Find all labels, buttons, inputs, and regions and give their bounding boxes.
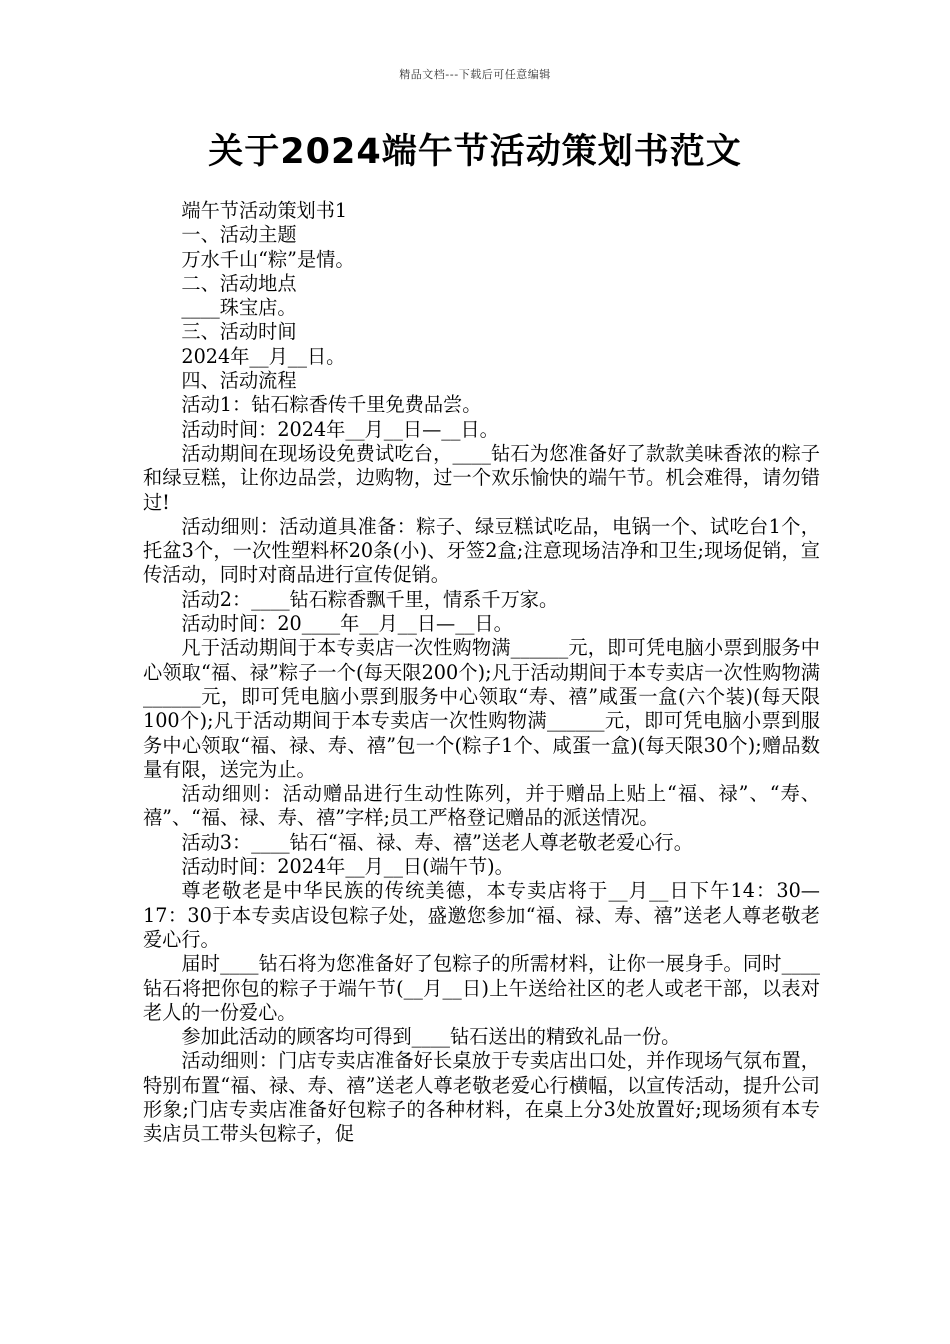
paragraph: 凡于活动期间于本专卖店一次性购物满______元，即可凭电脑小票到服务中心领取“福、禄”粽子一个(每天限200个);凡于活动期间于本专卖店一次性购物满______元，即可凭电脑小票到服务中心领取“寿、禧”咸蛋一盒(六个装)(每天限100个);凡于活动期间于本专卖店一次性购物满______元，即可凭电脑小票到服务中心领取“福、禄、寿、禧”包一个(粽子1个、咸蛋一盒)(每天限30个);赠品数量有限，送完为止。 [143,636,820,781]
page-header-note: 精品文档---下载后可任意编辑 [399,68,551,81]
paragraph: 一、活动主题 [181,223,297,247]
paragraph: 万水千山“粽”是情。 [181,247,355,271]
paragraph: 三、活动时间 [181,320,297,344]
document-title: 关于2024端午节活动策划书范文 [208,132,742,172]
paragraph: 活动3：____钻石“福、禄、寿、禧”送老人尊老敬老爱心行。 [181,830,693,854]
paragraph: 活动时间：20____年__月__日—__日。 [181,612,513,636]
paragraph: 二、活动地点 [181,271,297,295]
paragraph: 参加此活动的顾客均可得到____钻石送出的精致礼品一份。 [181,1025,681,1049]
paragraph: 端午节活动策划书1 [181,199,348,222]
paragraph: 四、活动流程 [181,369,297,393]
paragraph: 活动时间：2024年__月__日—__日。 [181,417,499,441]
paragraph: 活动1：钻石粽香传千里免费品尝。 [181,393,482,417]
paragraph: 尊老敬老是中华民族的传统美德，本专卖店将于__月__日下午14：30—17：30于本专卖店设包粽子处，盛邀您参加“福、禄、寿、禧”送老人尊老敬老爱心行。 [143,879,820,951]
paragraph: 活动期间在现场设免费试吃台，____钻石为您准备好了款款美味香浓的粽子和绿豆糕，让你边品尝，边购物，过一个欢乐愉快的端午节。机会难得，请勿错过! [143,441,820,514]
paragraph: 届时____钻石将为您准备好了包粽子的所需材料，让你一展身手。同时____钻石将把你包的粽子于端午节(__月__日)上午送给社区的老人或老干部，以表对老人的一份爱心。 [143,952,820,1024]
document-body [143,199,820,1147]
paragraph: 活动细则：门店专卖店准备好长桌放于专卖店出口处，并作现场气氛布置，特别布置“福、禄、寿、禧”送老人尊老敬老爱心行横幅，以宣传活动，提升公司形象;门店专卖店准备好包粽子的各种材料，在桌上分3处放置好;现场须有本专卖店员工带头包粽子，促 [143,1049,820,1146]
paragraph: 活动细则：活动赠品进行生动性陈列，并于赠品上贴上“福、禄”、“寿、禧”、“福、禄、寿、禧”字样;员工严格登记赠品的派送情况。 [143,782,820,830]
paragraph: 活动细则：活动道具准备：粽子、绿豆糕试吃品，电锅一个、试吃台1个，托盆3个，一次性塑料杯20条(小)、牙签2盒;注意现场洁净和卫生;现场促销，宣传活动，同时对商品进行宣传促销。 [143,514,820,587]
paragraph: 2024年__月__日。 [181,344,346,368]
paragraph: 活动2：____钻石粽香飘千里，情系千万家。 [181,587,559,611]
paragraph: 活动时间：2024年__月__日(端午节)。 [181,855,514,879]
paragraph: ____珠宝店。 [181,296,297,320]
